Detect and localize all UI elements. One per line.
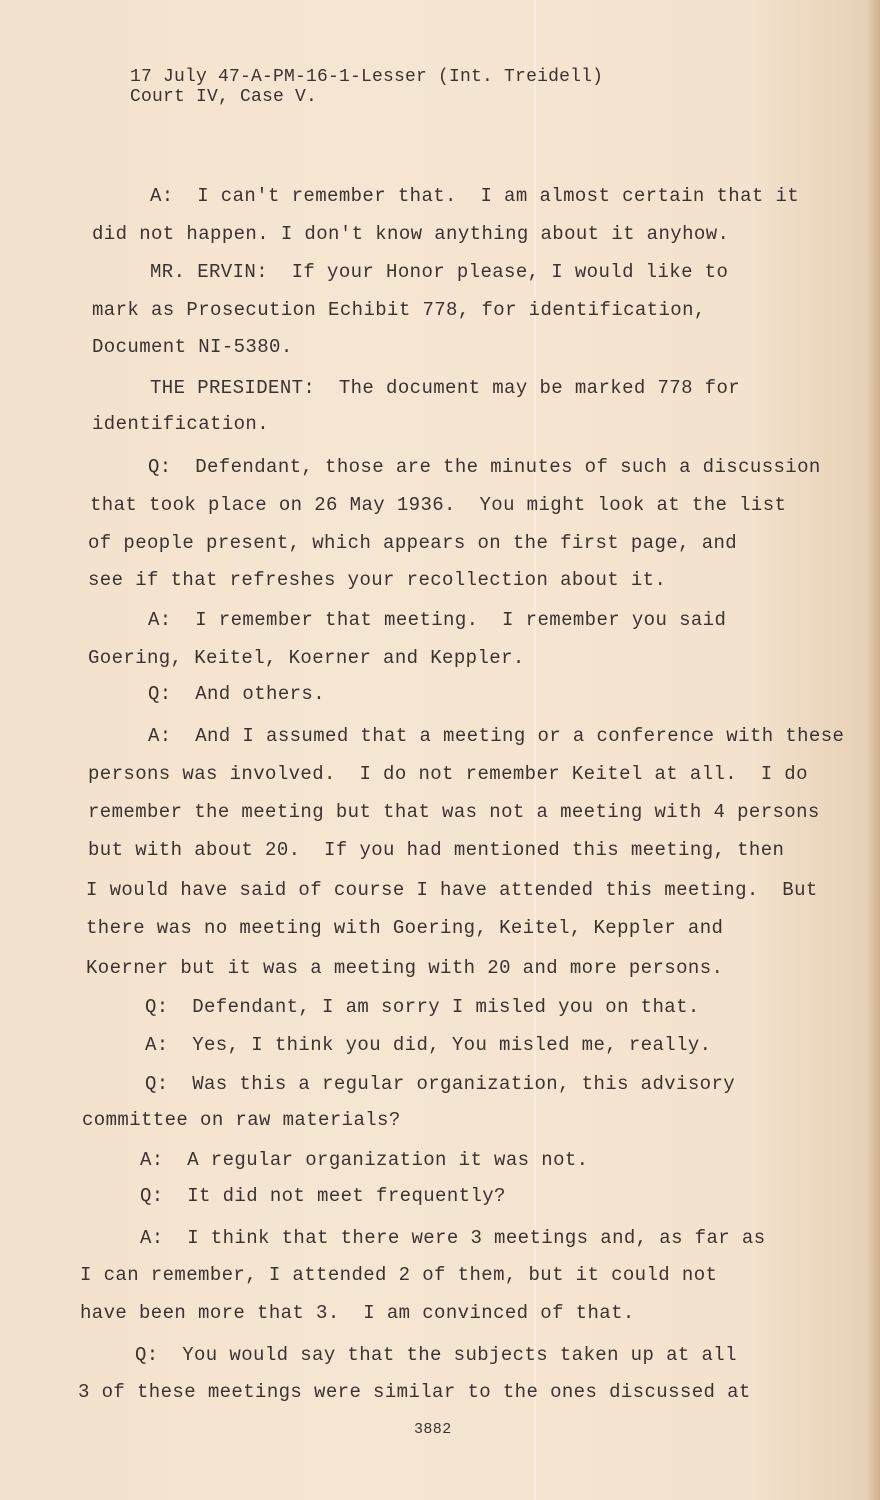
transcript-line: A: I can't remember that. I am almost certain that it [150,185,800,207]
page-number: 3882 [414,1421,452,1438]
transcript-line: THE PRESIDENT: The document may be marked 778 for [150,377,741,399]
transcript-line: Q: Defendant, I am sorry I misled you on that. [145,996,700,1018]
transcript-line: Q: Was this a regular organization, this advisory [145,1073,736,1095]
transcript-line: but with about 20. If you had mentioned this meeting, then [88,839,785,861]
transcript-line: Q: It did not meet frequently? [140,1185,506,1207]
transcript-line: MR. ERVIN: If your Honor please, I would like to [150,261,729,283]
transcript-line: see if that refreshes your recollection about it. [88,569,667,591]
transcript-line: committee on raw materials? [82,1109,401,1131]
transcript-line: Koerner but it was a meeting with 20 and more persons. [86,957,724,979]
transcript-line: remember the meeting but that was not a meeting with 4 persons [88,801,820,823]
transcript-line: I can remember, I attended 2 of them, but it could not [80,1264,718,1286]
transcript-line: A: A regular organization it was not. [140,1149,589,1171]
transcript-line: 3 of these meetings were similar to the ones discussed at [78,1381,751,1403]
transcript-line: have been more that 3. I am convinced of that. [80,1302,635,1324]
transcript-line: identification. [92,413,270,435]
transcript-line: of people present, which appears on the first page, and [88,532,738,554]
transcript-line: did not happen. I don't know anything about it anyhow. [92,223,730,245]
transcript-line: Q: You would say that the subjects taken up at all [135,1344,737,1366]
transcript-line: Document NI-5380. [92,336,293,358]
transcript-line: A: I remember that meeting. I remember you said [148,609,727,631]
transcript-line: persons was involved. I do not remember Keitel at all. I do [88,763,808,785]
header-line-1: 17 July 47-A-PM-16-1-Lesser (Int. Treidell) [130,67,604,87]
transcript-line: A: Yes, I think you did, You misled me, really. [145,1034,712,1056]
transcript-line: I would have said of course I have attended this meeting. But [86,879,818,901]
paper-edge [866,0,880,1500]
transcript-line: A: And I assumed that a meeting or a conference with these [148,725,845,747]
transcript-line: there was no meeting with Goering, Keitel, Keppler and [86,917,724,939]
header-line-2: Court IV, Case V. [130,87,318,107]
transcript-line: Goering, Keitel, Koerner and Keppler. [88,647,525,669]
transcript-line: that took place on 26 May 1936. You might look at the list [90,494,787,516]
transcript-line: Q: Defendant, those are the minutes of such a discussion [148,456,821,478]
transcript-line: Q: And others. [148,683,326,705]
transcript-line: mark as Prosecution Echibit 778, for identification, [92,299,706,321]
transcript-line: A: I think that there were 3 meetings and, as far as [140,1227,766,1249]
